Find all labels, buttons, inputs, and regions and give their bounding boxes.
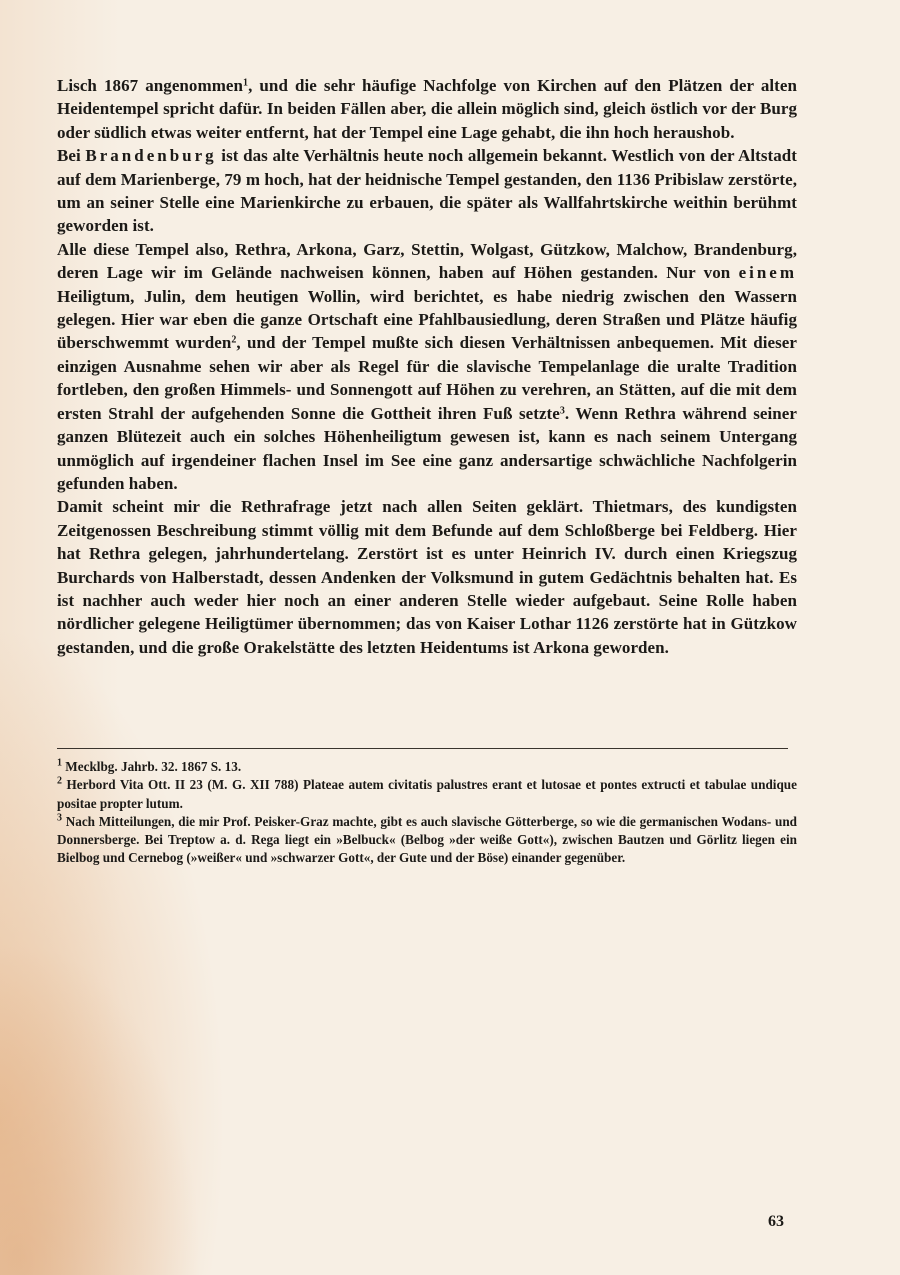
paragraph-1-text-cont: , und die sehr häufige Nachfolge von Kirchen auf den Plätzen der alten Heidentempel spricht dafür. In beiden Fällen aber, die allein möglich sind, gleich östlich vor der Burg oder südlich etwas weiter entfernt, hat der Tempel eine Lage gehabt, die ihn hoch heraushob. bbox=[57, 76, 797, 142]
paragraph-1-text: Lisch 1867 angenommen bbox=[57, 76, 244, 95]
footnote-text: Herbord Vita Ott. II 23 (M. G. XII 788) Plateae autem civitatis palustres erant et lutosae et pontes extructi et tabulae undique positae propter lutum. bbox=[57, 777, 797, 811]
footnote-1 bbox=[57, 758, 797, 776]
paragraph-3-text: Alle diese Tempel also, Rethra, Arkona, Garz, Stettin, Wolgast, Gützkow, Malchow, Brandenburg, deren Lage wir im Gelände nachweisen können, haben auf Höhen gestanden. Nur von bbox=[57, 239, 797, 283]
footnote-number: 3 bbox=[57, 812, 62, 824]
footnotes bbox=[57, 758, 797, 868]
footnote-text: Nach Mitteilungen, die mir Prof. Peisker-Graz machte, gibt es auch slavische Götterberge, so wie die germanischen Wodans- und Donnersberge. Bei Treptow a. d. Rega liegt ein »Belbuck« (Belbog »der weiße Gott«), zwischen Bautzen und Görlitz liegen ein Bielbog und Cernebog (»weißer« und »schwarzer Gott«, der Gute und der Böse) einander gegenüber. bbox=[57, 813, 797, 866]
paragraph-3-text-cont: Heiligtum, Julin, dem heutigen Wollin, wird berichtet, es habe niedrig zwischen den Wassern gelegen. Hier war eben die ganze Ortschaft eine Pfahlbausiedlung, deren Straßen und Plätze häufig überschwemmt wurden bbox=[57, 286, 797, 353]
footnote-ref-1: 1 bbox=[243, 77, 249, 89]
footnote-3 bbox=[57, 813, 797, 868]
footnote-2 bbox=[57, 776, 797, 813]
footnote-number: 2 bbox=[57, 775, 62, 787]
footnote-divider bbox=[57, 748, 788, 749]
paragraph-3-text-cont-2: , und der Tempel mußte sich diesen Verhältnissen anbequemen. Mit dieser einzigen Ausnahme sehen wir aber als Regel für die slavische Tempelanlage die uralte Tradition fortleben, den großen Himmels- und Sonnengott auf Höhen zu verehren, an Stätten, auf die mit dem ersten Strahl der aufgehenden Sonne die Gottheit ihren Fuß setzte bbox=[57, 333, 797, 423]
paragraph-4: Damit scheint mir die Rethrafrage jetzt nach allen Seiten geklärt. Thietmars, des kundigsten Zeitgenossen Beschreibung stimmt völlig mit dem Befunde auf dem Schloßberge bei Feldberg. Hier hat Rethra gelegen, jahrhundertelang. Zerstört ist es unter Heinrich IV. durch einen Kriegszug Burchards von Halberstadt, dessen Andenken der Volksmund in gutem Gedächtnis behalten hat. Es ist nachher auch weder hier noch an einer anderen Stelle wieder aufgebaut. Seine Rolle haben nördlicher gelegene Heiligtümer übernommen; das von Kaiser Lothar 1126 zerstörte hat in Gützkow gestanden, und die große Orakelstätte des letzten Heidentums ist Arkona geworden. bbox=[57, 497, 797, 657]
paragraph-2 bbox=[57, 144, 797, 238]
body-text bbox=[57, 74, 797, 659]
footnote-number: 1 bbox=[57, 757, 62, 769]
page-number: 63 bbox=[768, 1213, 784, 1230]
emphasized-word-einem: einem bbox=[738, 263, 797, 283]
paragraph-2-text-cont: ist das alte Verhältnis heute noch allgemein bekannt. Westlich von der Altstadt auf dem Marienberge, 79 m hoch, hat der heidnische Tempel gestanden, den 1136 Pribislaw zerstörte, um an seiner Stelle eine Marienkirche zu erbauen, die später als Wallfahrtskirche weithin berühmt geworden ist. bbox=[57, 146, 797, 236]
paragraph-2-text: Bei bbox=[57, 146, 86, 166]
footnote-text: Mecklbg. Jahrb. 32. 1867 S. 13. bbox=[62, 759, 242, 774]
footnote-ref-2: 2 bbox=[231, 334, 237, 346]
emphasized-word-brandenburg: Brandenburg bbox=[85, 146, 217, 166]
footnote-ref-3: 3 bbox=[559, 405, 565, 417]
paragraph-1 bbox=[57, 74, 797, 144]
paragraph-3-text-cont-3: . Wenn Rethra während seiner ganzen Blütezeit auch ein solches Höhenheiligtum gewesen ist, kann es nach seinem Untergang unmöglich auf irgendeiner flachen Insel im See eine ganz andersartige schwächliche Nachfolgerin gefunden haben. bbox=[57, 403, 797, 493]
paragraph-3 bbox=[57, 238, 797, 495]
